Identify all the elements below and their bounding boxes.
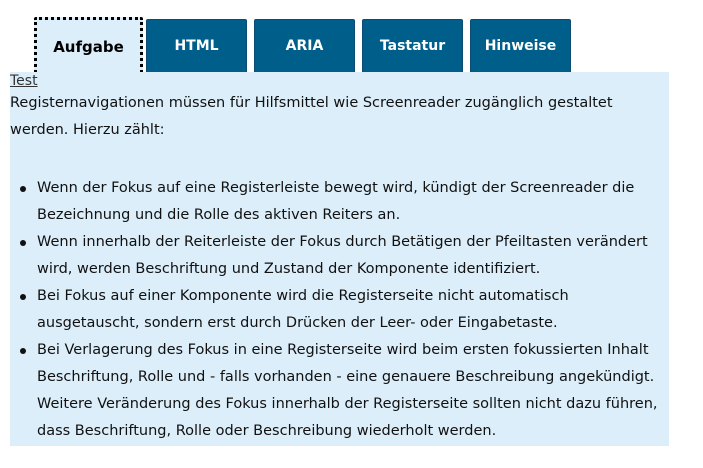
tab-hinweise[interactable]: Hinweise <box>470 19 571 72</box>
tab-list <box>34 17 594 73</box>
tab-aufgabe[interactable]: Aufgabe <box>34 17 143 73</box>
list-item-text: Bei Fokus auf einer Komponente wird die Registerseite nicht automatisch ausgetauscht, sondern erst durch Drücken der Leer- oder Eingabetaste. <box>37 288 569 331</box>
list-item-text: Wenn der Fokus auf eine Registerleiste bewegt wird, kündigt der Screenreader die Bezeichnung und die Rolle des aktiven Reiters an. <box>37 180 635 223</box>
intro-text: Registernavigationen müssen für Hilfsmittel wie Screenreader zugänglich gestaltet werden. Hierzu zählt: <box>10 95 613 138</box>
test-link[interactable]: Test <box>10 73 38 89</box>
tab-panel <box>10 72 669 446</box>
list-item <box>37 283 669 337</box>
list-item <box>37 175 669 229</box>
bullet-icon <box>20 240 26 246</box>
tab-tastatur[interactable]: Tastatur <box>362 19 463 72</box>
tab-html[interactable]: HTML <box>146 19 247 72</box>
tab-aria[interactable]: ARIA <box>254 19 355 72</box>
list-item-text: Wenn innerhalb der Reiterleiste der Fokus durch Betätigen der Pfeiltasten verändert wird, werden Beschriftung und Zustand der Komponente identifiziert. <box>37 234 648 277</box>
list-item-text: Bei Verlagerung des Fokus in eine Registerseite wird beim ersten fokussierten Inhalt Beschriftung, Rolle und - falls vorhanden - eine genauere Beschreibung angekündigt. Weitere Veränderung des Fokus innerhalb der Registerseite sollten nicht dazu führen, dass Beschriftung, Rolle oder Beschreibung wiederholt werden. <box>37 342 658 439</box>
bullet-icon <box>20 348 26 354</box>
list-item <box>37 229 669 283</box>
list-item <box>37 337 669 445</box>
requirements-list <box>10 175 669 445</box>
bullet-icon <box>20 294 26 300</box>
bullet-icon <box>20 186 26 192</box>
